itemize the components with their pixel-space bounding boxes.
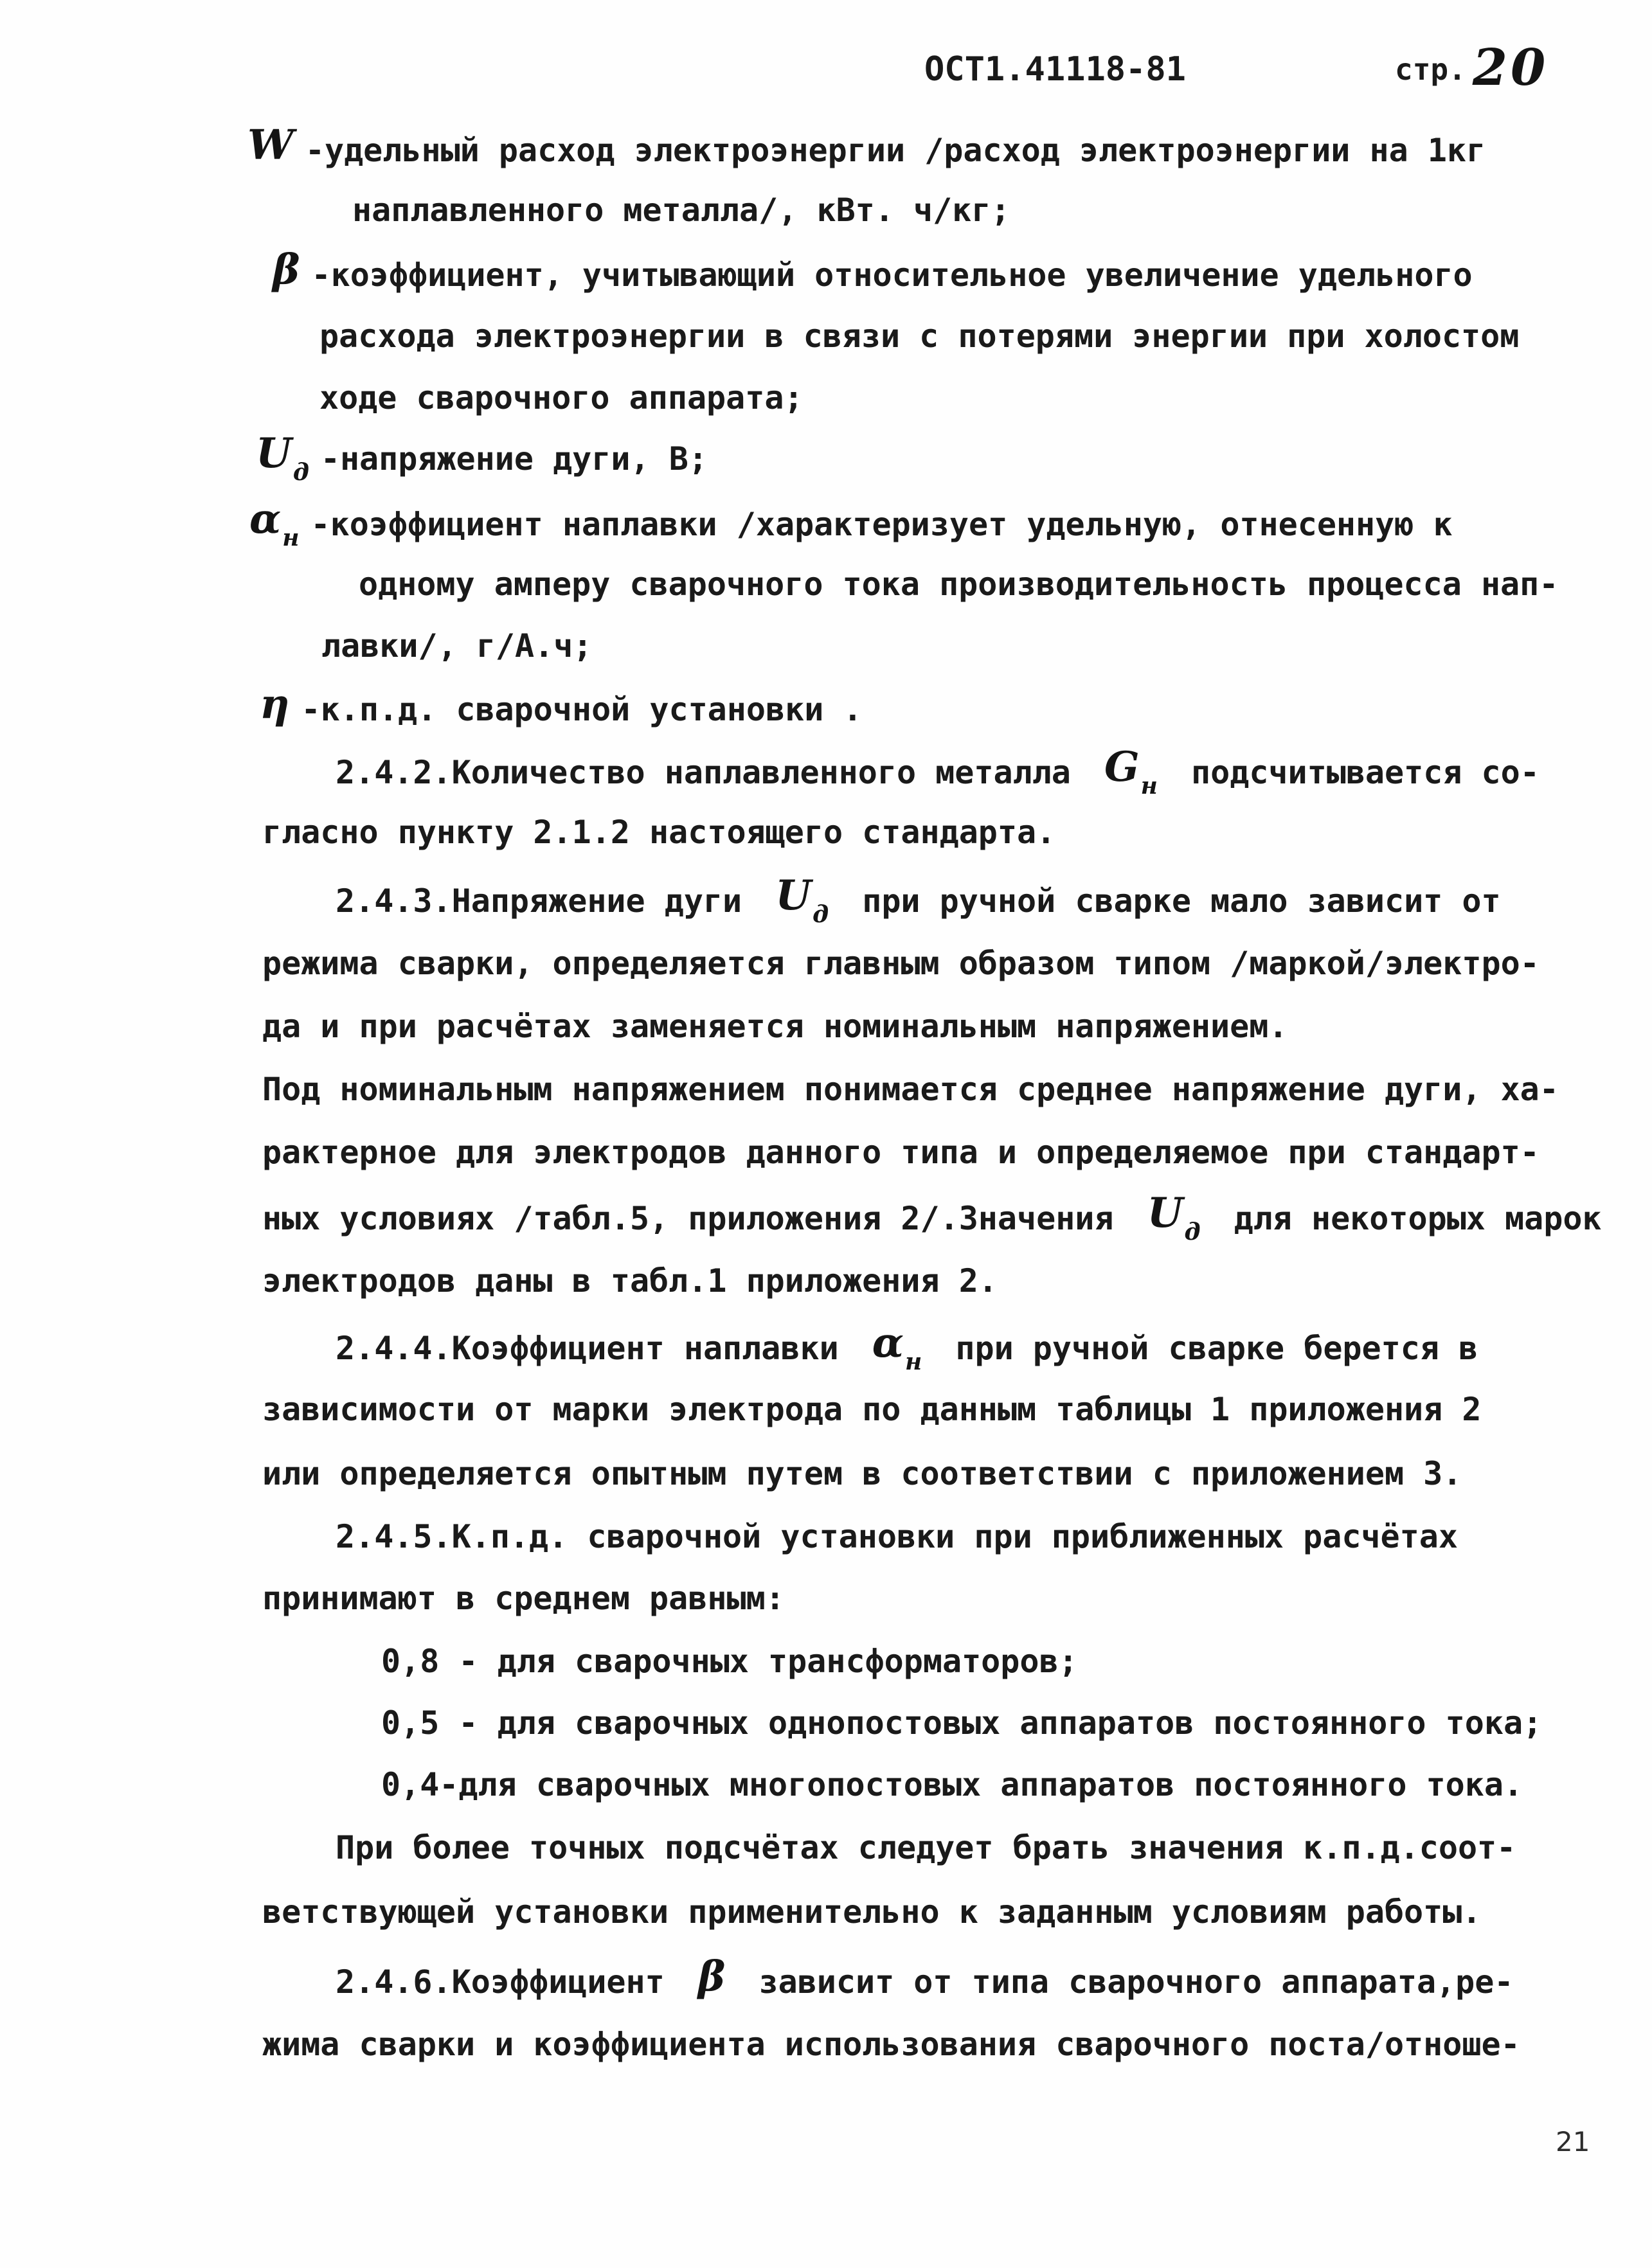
typed-text: принимают в среднем равным:	[262, 1580, 785, 1617]
text-line	[336, 871, 1501, 929]
typed-text: или определяется опытным путем в соответствии с приложением 3.	[262, 1455, 1462, 1492]
typed-text: зависимости от марки электрода по данным таблицы 1 приложения 2	[262, 1391, 1482, 1428]
page-number-handwritten: 20	[1472, 39, 1549, 97]
typed-text: при ручной сварке берется в	[936, 1330, 1478, 1367]
typed-text: 2.4.2.Количество наплавленного металла	[336, 754, 1090, 791]
text-line	[262, 812, 1055, 860]
text-line	[273, 246, 1473, 303]
symbol-subscript: н	[1140, 772, 1158, 799]
text-line	[260, 680, 863, 737]
typed-text: 2.4.4.Коэффициент наплавки	[336, 1330, 858, 1367]
typed-text: наплавленного металла/, кВт. ч/кг;	[352, 192, 1010, 229]
typed-text: расхода электроэнергии в связи с потерями энергии при холостом	[319, 317, 1520, 355]
text-line	[336, 743, 1540, 800]
standard-code: ОСТ1.41118-81	[924, 50, 1186, 89]
handwritten-symbol: $U_д$	[256, 429, 309, 486]
text-line	[381, 1703, 1542, 1751]
handwritten-symbol: $U_д$	[1147, 1189, 1201, 1246]
typed-text: При более точных подсчётах следует брать значения к.п.д.соот-	[336, 1829, 1516, 1866]
typed-text: 0,4-для сварочных многопостовых аппаратов постоянного тока.	[381, 1766, 1523, 1803]
text-line	[381, 1765, 1523, 1812]
typed-text: лавки/, г/А.ч;	[321, 627, 593, 665]
symbol-subscript: д	[813, 901, 829, 928]
handwritten-symbol: $G_н$	[1104, 743, 1158, 799]
text-line	[262, 1892, 1481, 1940]
text-line	[247, 121, 1486, 178]
text-line	[319, 378, 804, 425]
text-line	[262, 1069, 1559, 1117]
text-line	[262, 1578, 785, 1626]
symbol-subscript: д	[292, 459, 309, 486]
typed-text: при ручной сварке мало зависит от	[843, 882, 1501, 920]
text-line	[381, 1641, 1078, 1689]
typed-text: одному амперу сварочного тока производительность процесса нап-	[359, 566, 1559, 603]
typed-text: для некоторых марок	[1214, 1200, 1602, 1237]
text-line	[319, 316, 1519, 364]
typed-text: ных условиях /табл.5, приложения 2/.Значения	[262, 1200, 1133, 1237]
text-line	[262, 1006, 1288, 1054]
typed-text: 2.4.3.Напряжение дуги	[336, 882, 762, 920]
typed-text: гласно пункту 2.1.2 настоящего стандарта.	[262, 814, 1056, 851]
typed-text: -коэффициент наплавки /характеризует удельную, отнесенную к	[310, 506, 1453, 543]
text-line	[262, 1132, 1540, 1180]
typed-text: рактерное для электродов данного типа и определяемое при стандарт-	[262, 1134, 1540, 1171]
typed-text: 0,5 - для сварочных однопостовых аппаратов постоянного тока;	[381, 1704, 1543, 1742]
typed-text: ходе сварочного аппарата;	[319, 379, 804, 416]
typed-text: -коэффициент, учитывающий относительное увеличение удельного	[311, 256, 1473, 294]
text-line	[262, 1189, 1602, 1246]
page-header-number	[1395, 39, 1549, 97]
symbol-subscript: н	[905, 1348, 922, 1375]
text-line	[336, 1952, 1514, 2010]
typed-text: Под номинальным напряжением понимается среднее напряжение дуги, ха-	[262, 1071, 1559, 1108]
text-line	[359, 564, 1558, 612]
typed-text: подсчитывается со-	[1171, 754, 1540, 791]
handwritten-symbol: W	[247, 121, 294, 169]
text-line	[262, 1389, 1481, 1437]
text-line	[336, 1828, 1516, 1875]
typed-text: -удельный расход электроэнергии /расход электроэнергии на 1кг	[305, 132, 1486, 169]
text-line	[262, 1261, 998, 1308]
text-line	[249, 495, 1453, 552]
handwritten-symbol: β	[273, 246, 300, 294]
typed-text: 2.4.6.Коэффициент	[336, 1963, 684, 2001]
text-line	[262, 2024, 1520, 2072]
handwritten-symbol: β	[697, 1952, 726, 2001]
symbol-subscript: н	[282, 524, 300, 551]
typed-text: режима сварки, определяется главным образом типом /маркой/электро-	[262, 945, 1540, 982]
typed-text: -напряжение дуги, В;	[320, 440, 708, 478]
handwritten-symbol: $U_д$	[775, 871, 829, 928]
handwritten-symbol: η	[260, 680, 290, 728]
typed-text: 0,8 - для сварочных трансформаторов;	[381, 1643, 1078, 1680]
text-line	[262, 1454, 1462, 1501]
text-line	[336, 1319, 1478, 1376]
typed-text: электродов даны в табл.1 приложения 2.	[262, 1262, 998, 1299]
typed-text: ветствующей установки применительно к заданным условиям работы.	[262, 1893, 1482, 1931]
text-line	[256, 429, 708, 487]
text-line	[262, 943, 1540, 991]
typed-text: жима сварки и коэффициента использования сварочного поста/отноше-	[262, 2026, 1520, 2063]
page-label: стр.	[1395, 52, 1466, 87]
typed-text: -к.п.д. сварочной установки .	[301, 691, 863, 728]
text-line	[352, 190, 1010, 238]
typed-text: зависит от типа сварочного аппарата,ре-	[739, 1963, 1514, 2001]
handwritten-symbol: $\alpha_н$	[872, 1319, 922, 1375]
text-line	[336, 1517, 1458, 1564]
symbol-subscript: д	[1184, 1219, 1201, 1246]
typed-text: 2.4.5.К.п.д. сварочной установки при приближенных расчётах	[336, 1518, 1458, 1555]
text-line	[321, 626, 592, 674]
typed-text: да и при расчётах заменяется номинальным напряжением.	[262, 1008, 1288, 1045]
footer-page-number: 21	[1556, 2126, 1590, 2157]
handwritten-symbol: $\alpha_н$	[249, 495, 300, 551]
